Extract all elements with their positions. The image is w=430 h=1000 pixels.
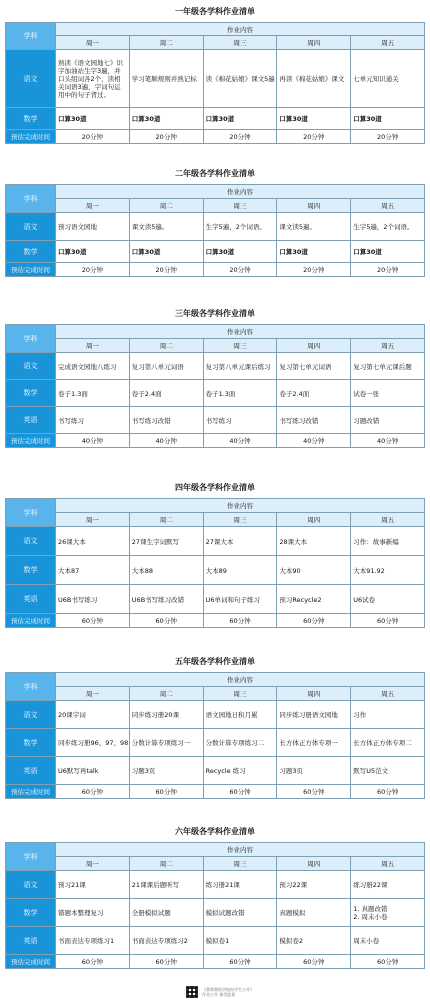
day-header: 周一 — [56, 857, 130, 871]
homework-cell: 口算30道 — [56, 108, 130, 130]
time-value: 20分钟 — [56, 130, 130, 144]
subject-row — [6, 353, 425, 380]
time-label: 预估完成时间 — [6, 785, 56, 799]
time-value: 20分钟 — [351, 263, 425, 277]
homework-cell: 练习册22课 — [351, 871, 425, 899]
homework-cell: 七单元知识通关 — [351, 50, 425, 108]
time-value: 20分钟 — [277, 263, 351, 277]
subject-label: 数学 — [6, 108, 56, 130]
time-row — [6, 434, 425, 448]
time-value: 60分钟 — [277, 614, 351, 628]
time-row — [6, 785, 425, 799]
day-header: 周三 — [203, 339, 277, 353]
homework-cell: 真题模拟 — [277, 899, 351, 927]
homework-cell: 错题本整理复习 — [56, 899, 130, 927]
homework-cell: 复习第七单元课后题 — [351, 353, 425, 380]
homework-cell: 熟读《语文园地七》识字加油站生字3遍，并口头组词各2个，读相关词语3遍，字词句运用中的句子背过。 — [56, 50, 130, 108]
time-value: 40分钟 — [277, 434, 351, 448]
time-value: 60分钟 — [129, 955, 203, 969]
time-value: 40分钟 — [129, 434, 203, 448]
homework-cell: 大本91.92 — [351, 556, 425, 585]
homework-cell: 语文园地日积月累 — [203, 701, 277, 729]
grade-title: 三年级各学科作业清单 — [175, 309, 255, 318]
subject-row — [6, 585, 425, 614]
grade-title: 四年级各学科作业清单 — [175, 483, 255, 492]
day-header: 周四 — [277, 199, 351, 213]
homework-cell: 再读《棉花姑娘》课文 — [277, 50, 351, 108]
subject-row — [6, 50, 425, 108]
homework-cell: U6试卷 — [351, 585, 425, 614]
subject-label: 数学 — [6, 729, 56, 757]
time-value: 60分钟 — [203, 785, 277, 799]
homework-cell: 同步练习册20课 — [129, 701, 203, 729]
homework-cell: 试卷一张 — [351, 380, 425, 407]
homework-cell: 书写练习 — [203, 407, 277, 434]
subject-label: 英语 — [6, 757, 56, 785]
qr-code-icon — [186, 986, 198, 998]
homework-table — [5, 672, 425, 799]
day-header: 周四 — [277, 513, 351, 527]
subject-label: 语文 — [6, 871, 56, 899]
homework-cell: 读《棉花姑娘》课文5遍 — [203, 50, 277, 108]
homework-cell: 大本90 — [277, 556, 351, 585]
homework-cell: 口算30道 — [129, 108, 203, 130]
day-header: 周二 — [129, 339, 203, 353]
grade-title: 五年级各学科作业清单 — [175, 657, 255, 666]
day-header: 周三 — [203, 687, 277, 701]
homework-cell: 大本89 — [203, 556, 277, 585]
subject-row — [6, 556, 425, 585]
subject-label: 英语 — [6, 407, 56, 434]
time-value: 20分钟 — [351, 130, 425, 144]
content-header: 作业内容 — [56, 325, 425, 339]
subject-header: 学科 — [6, 185, 56, 213]
homework-cell: 分数计算专项练习一 — [129, 729, 203, 757]
homework-cell: 书写练习 — [56, 407, 130, 434]
homework-cell: 卷子1.3面 — [56, 380, 130, 407]
content-header: 作业内容 — [56, 499, 425, 513]
homework-cell: 书面表达专项练习1 — [56, 927, 130, 955]
subject-label: 语文 — [6, 50, 56, 108]
time-label: 预估完成时间 — [6, 130, 56, 144]
subject-header: 学科 — [6, 499, 56, 527]
subject-row — [6, 871, 425, 899]
day-header: 周一 — [56, 199, 130, 213]
content-header: 作业内容 — [56, 673, 425, 687]
homework-cell: U6B书写练习改错 — [129, 585, 203, 614]
subject-row — [6, 241, 425, 263]
grade-title: 一年级各学科作业清单 — [175, 7, 255, 16]
homework-cell: 口算30道 — [56, 241, 130, 263]
time-value: 60分钟 — [129, 614, 203, 628]
subject-label: 语文 — [6, 353, 56, 380]
homework-cell: U6单词和句子练习 — [203, 585, 277, 614]
time-row — [6, 130, 425, 144]
grade-title: 二年级各学科作业清单 — [175, 169, 255, 178]
content-header: 作业内容 — [56, 185, 425, 199]
homework-table — [5, 498, 425, 628]
subject-label: 数学 — [6, 899, 56, 927]
homework-cell: 学习笔顺规则并熟记标 — [129, 50, 203, 108]
homework-cell: 27课大本 — [203, 527, 277, 556]
footer-line-1: 《我和我的学校向学生公开》 — [202, 987, 254, 992]
homework-cell: 复习第八单元课后练习 — [203, 353, 277, 380]
homework-cell: 卷子1.3面 — [203, 380, 277, 407]
homework-table — [5, 324, 425, 448]
homework-cell: 同步练习册语文园地 — [277, 701, 351, 729]
homework-cell: 卷子2.4面 — [129, 380, 203, 407]
homework-cell: 默写U5范文 — [351, 757, 425, 785]
day-header: 周四 — [277, 339, 351, 353]
time-label: 预估完成时间 — [6, 614, 56, 628]
time-row — [6, 955, 425, 969]
day-header: 周二 — [129, 36, 203, 50]
homework-cell: 习作：故事新编 — [351, 527, 425, 556]
day-header: 周五 — [351, 339, 425, 353]
time-row — [6, 263, 425, 277]
homework-cell: 课文读5遍。 — [129, 213, 203, 241]
homework-cell: Recycle 练习 — [203, 757, 277, 785]
day-header: 周二 — [129, 513, 203, 527]
homework-cell: 同步练习册96、97、98 — [56, 729, 130, 757]
time-value: 20分钟 — [129, 263, 203, 277]
subject-label: 语文 — [6, 527, 56, 556]
subject-label: 数学 — [6, 380, 56, 407]
footer — [186, 986, 254, 998]
homework-cell: 复习第七单元词语 — [277, 353, 351, 380]
grade-title: 六年级各学科作业清单 — [175, 827, 255, 836]
day-header: 周二 — [129, 857, 203, 871]
homework-cell: 生字5遍，2个词语。 — [203, 213, 277, 241]
homework-cell: 模拟卷1 — [203, 927, 277, 955]
homework-cell: 课文读5遍。 — [277, 213, 351, 241]
homework-cell: 模拟卷2 — [277, 927, 351, 955]
subject-header: 学科 — [6, 673, 56, 701]
time-value: 60分钟 — [203, 614, 277, 628]
time-value: 20分钟 — [277, 130, 351, 144]
time-value: 60分钟 — [56, 785, 130, 799]
time-label: 预估完成时间 — [6, 955, 56, 969]
homework-cell: U6B书写练习 — [56, 585, 130, 614]
day-header: 周四 — [277, 36, 351, 50]
homework-cell: 生字5遍，2个词语。 — [351, 213, 425, 241]
content-header: 作业内容 — [56, 23, 425, 36]
homework-cell: 口算30道 — [351, 108, 425, 130]
subject-row — [6, 701, 425, 729]
day-header: 周三 — [203, 857, 277, 871]
homework-cell: 习作 — [351, 701, 425, 729]
homework-cell: 28课大本 — [277, 527, 351, 556]
homework-cell: 口算30道 — [203, 108, 277, 130]
day-header: 周一 — [56, 513, 130, 527]
homework-table — [5, 842, 425, 969]
time-value: 20分钟 — [56, 263, 130, 277]
day-header: 周五 — [351, 513, 425, 527]
subject-header: 学科 — [6, 325, 56, 353]
time-label: 预估完成时间 — [6, 434, 56, 448]
subject-row — [6, 380, 425, 407]
subject-row — [6, 899, 425, 927]
homework-cell: 长方体正方体专项一 — [277, 729, 351, 757]
time-value: 60分钟 — [351, 955, 425, 969]
subject-row — [6, 527, 425, 556]
subject-row — [6, 407, 425, 434]
day-header: 周四 — [277, 857, 351, 871]
homework-cell: 习题3页 — [129, 757, 203, 785]
homework-cell: 长方体正方体专项二 — [351, 729, 425, 757]
day-header: 周三 — [203, 36, 277, 50]
time-row — [6, 614, 425, 628]
time-value: 40分钟 — [56, 434, 130, 448]
homework-cell: 大本88 — [129, 556, 203, 585]
time-value: 60分钟 — [277, 955, 351, 969]
homework-cell: 分数计算专项练习二 — [203, 729, 277, 757]
homework-cell: 20课字词 — [56, 701, 130, 729]
content-header: 作业内容 — [56, 843, 425, 857]
homework-cell: U6默写再talk — [56, 757, 130, 785]
homework-cell: 周末小卷 — [351, 927, 425, 955]
homework-table — [5, 184, 425, 277]
day-header: 周一 — [56, 339, 130, 353]
day-header: 周五 — [351, 36, 425, 50]
homework-cell: 习题改错 — [351, 407, 425, 434]
subject-label: 数学 — [6, 556, 56, 585]
homework-cell: 完成语文园地八练习 — [56, 353, 130, 380]
time-value: 60分钟 — [56, 614, 130, 628]
homework-cell: 全册模拟试题 — [129, 899, 203, 927]
time-value: 20分钟 — [129, 130, 203, 144]
subject-label: 数学 — [6, 241, 56, 263]
day-header: 周一 — [56, 687, 130, 701]
time-value: 20分钟 — [203, 130, 277, 144]
day-header: 周三 — [203, 199, 277, 213]
time-value: 60分钟 — [351, 785, 425, 799]
homework-cell: 预习22课 — [277, 871, 351, 899]
subject-row — [6, 108, 425, 130]
homework-cell: 27课生字词默写 — [129, 527, 203, 556]
homework-cell: 预习语文园地 — [56, 213, 130, 241]
time-value: 60分钟 — [56, 955, 130, 969]
day-header: 周五 — [351, 199, 425, 213]
subject-label: 英语 — [6, 585, 56, 614]
homework-cell: 口算30道 — [129, 241, 203, 263]
subject-header: 学科 — [6, 843, 56, 871]
time-value: 60分钟 — [203, 955, 277, 969]
homework-cell: 书写练习改错 — [129, 407, 203, 434]
homework-cell: 预习Recycle2 — [277, 585, 351, 614]
homework-cell: 26课大本 — [56, 527, 130, 556]
subject-row — [6, 213, 425, 241]
subject-header: 学科 — [6, 23, 56, 50]
time-value: 60分钟 — [129, 785, 203, 799]
subject-label: 语文 — [6, 701, 56, 729]
homework-cell: 21课课后题听写 — [129, 871, 203, 899]
homework-cell: 模拟试题改错 — [203, 899, 277, 927]
homework-cell: 口算30道 — [277, 241, 351, 263]
subject-row — [6, 729, 425, 757]
homework-table — [5, 22, 425, 144]
subject-label: 语文 — [6, 213, 56, 241]
homework-cell: 书写练习改错 — [277, 407, 351, 434]
time-label: 预估完成时间 — [6, 263, 56, 277]
homework-cell: 习题3页 — [277, 757, 351, 785]
day-header: 周二 — [129, 199, 203, 213]
time-value: 40分钟 — [351, 434, 425, 448]
homework-cell: 卷子2.4面 — [277, 380, 351, 407]
day-header: 周三 — [203, 513, 277, 527]
subject-label: 英语 — [6, 927, 56, 955]
day-header: 周五 — [351, 687, 425, 701]
time-value: 20分钟 — [203, 263, 277, 277]
homework-cell: 练习册21课 — [203, 871, 277, 899]
time-value: 60分钟 — [277, 785, 351, 799]
homework-cell: 1. 真题改错 2. 周末小卷 — [351, 899, 425, 927]
homework-cell: 书面表达专项练习2 — [129, 927, 203, 955]
homework-cell: 复习第八单元词语 — [129, 353, 203, 380]
homework-cell: 口算30道 — [351, 241, 425, 263]
homework-cell: 口算30道 — [277, 108, 351, 130]
day-header: 周一 — [56, 36, 130, 50]
footer-line-2: 作业公开 接受监督 — [202, 992, 236, 997]
homework-cell: 预习21课 — [56, 871, 130, 899]
day-header: 周四 — [277, 687, 351, 701]
subject-row — [6, 927, 425, 955]
time-value: 40分钟 — [203, 434, 277, 448]
time-value: 60分钟 — [351, 614, 425, 628]
homework-cell: 口算30道 — [203, 241, 277, 263]
homework-cell: 大本87 — [56, 556, 130, 585]
day-header: 周五 — [351, 857, 425, 871]
day-header: 周二 — [129, 687, 203, 701]
subject-row — [6, 757, 425, 785]
